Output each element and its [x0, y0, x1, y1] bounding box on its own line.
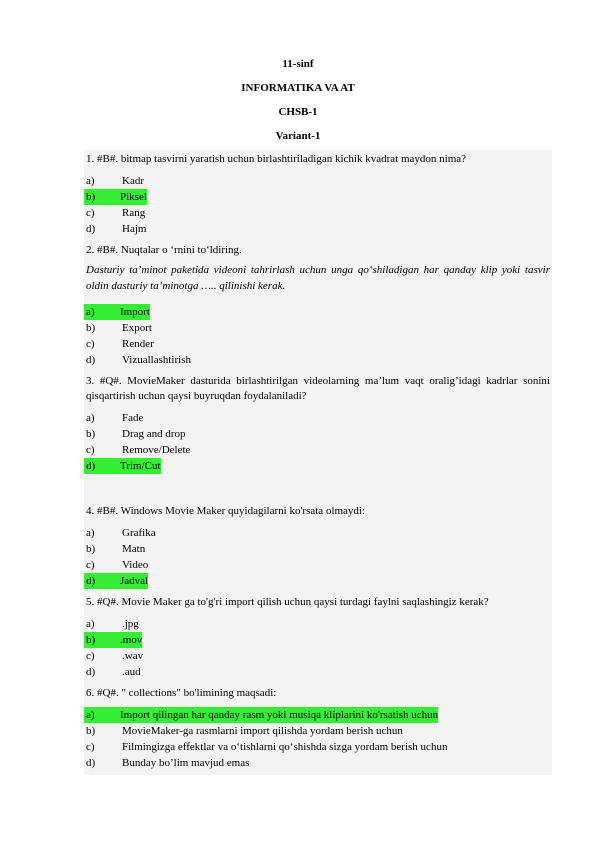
option-c: c) Remove/Delete	[86, 444, 191, 456]
option-a-correct: a) Import	[86, 306, 150, 318]
question-2	[84, 241, 552, 372]
option-b: b) Export	[86, 322, 152, 334]
option-c: c) .wav	[86, 650, 144, 662]
question-text: 3. #Q#. MovieMaker dasturida birlashtirilgan videolarning ma’lum vaqt oralig’idagi kadrlar sonini qisqartirish uchun qaysi buyruqdan foydalaniladi?	[86, 375, 550, 402]
option-a: a) .jpg	[86, 618, 139, 630]
option-b: b) Drag and drop	[86, 428, 186, 440]
question-text: 6. #Q#. " collections" bo'limining maqsadi:	[86, 687, 277, 699]
question-context: Dasturiy ta’minot paketida videoni tahrirlash uchun unga qo‘shiladigan har qanday klip yoki tasvir oldin dasturiy ta’minotga ….. qilinishi kerak.	[86, 264, 550, 292]
options-list	[84, 701, 552, 775]
options-list	[84, 519, 552, 593]
option-c: c) Render	[86, 338, 154, 350]
option-a-correct: a) Import qilingan har qanday rasm yoki musiqa kliplarini ko'rsatish uchun	[86, 709, 439, 721]
questions-area	[84, 150, 552, 775]
exam-heading: CHSB-1	[278, 106, 318, 118]
options-list	[84, 298, 552, 372]
question-1	[84, 150, 552, 241]
question-3	[84, 372, 552, 478]
grade-heading: 11-sinf	[282, 58, 314, 70]
question-text: 1. #B#. bitmap tasvirni yaratish uchun birlashtiriladigan kichik kvadrat maydon nima?	[86, 153, 467, 165]
option-d-correct: d) Jadval	[86, 575, 149, 587]
option-a: a) Fade	[86, 412, 144, 424]
options-list	[84, 610, 552, 684]
option-d: d) Vizuallashtirish	[86, 354, 191, 366]
option-d: d) Bunday bo’lim mavjud emas	[86, 757, 250, 769]
option-b-correct: b) Piksel	[86, 191, 147, 203]
option-a: a) Grafika	[86, 527, 156, 539]
option-d-correct: d) Trim/Cut	[86, 460, 161, 472]
option-d: d) Hajm	[86, 223, 147, 235]
question-6	[84, 684, 552, 775]
question-5	[84, 593, 552, 684]
question-text: 2. #B#. Nuqtalar o ‘rnini to‘ldiring.	[86, 244, 242, 256]
question-4	[84, 502, 552, 593]
option-b: b) Matn	[86, 543, 146, 555]
option-c: c) Video	[86, 559, 149, 571]
options-list	[84, 404, 552, 478]
option-b-correct: b) .mov	[86, 634, 143, 646]
spacer	[84, 478, 552, 502]
option-a: a) Kadr	[86, 175, 144, 187]
subject-heading: INFORMATIKA VA AT	[241, 82, 355, 94]
option-c: c) Rang	[86, 207, 146, 219]
variant-heading: Variant-1	[275, 130, 321, 142]
question-text: 4. #B#. Windows Movie Maker quyidagilarni ko'rsata olmaydi:	[86, 505, 366, 517]
question-text: 5. #Q#. Movie Maker ga to'g'ri import qilish uchun qaysi turdagi faylni saqlashingiz kerak?	[86, 596, 489, 608]
options-list	[84, 167, 552, 241]
option-c: c) Filmingizga effektlar va o‘tishlarni qo‘shishda sizga yordam berish uchun	[86, 741, 448, 753]
option-b: b) MovieMaker-ga rasmlarni import qilishda yordam berish uchun	[86, 725, 403, 737]
option-d: d) .aud	[86, 666, 141, 678]
